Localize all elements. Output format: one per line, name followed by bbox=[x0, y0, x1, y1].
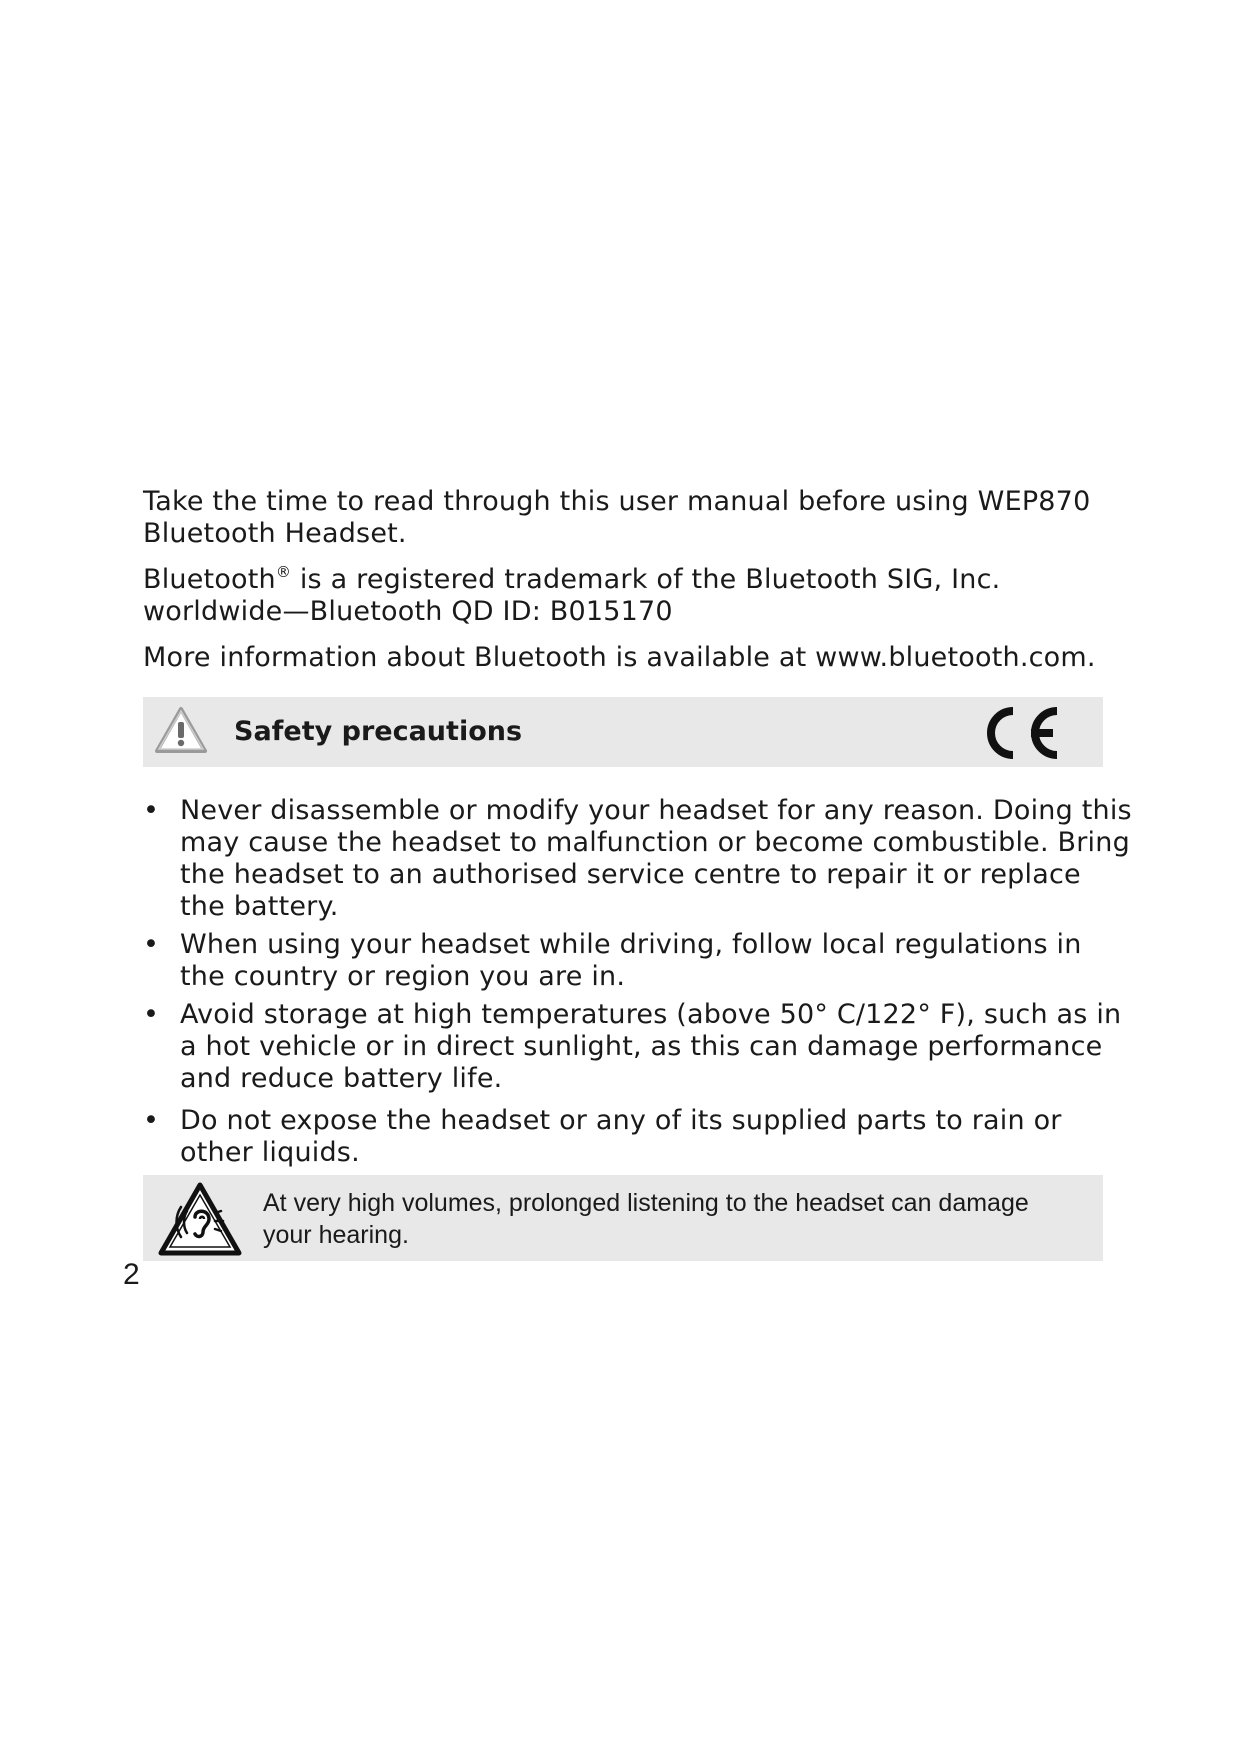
list-item bbox=[143, 929, 1133, 993]
hearing-warning-text: At very high volumes, prolonged listening to the headset can damage your hearing. bbox=[263, 1189, 1029, 1249]
list-item bbox=[143, 795, 1133, 923]
list-item bbox=[143, 999, 1133, 1095]
page-number: 2 bbox=[123, 1258, 140, 1291]
trademark-rest: is a registered trademark of the Bluetooth SIG, Inc. worldwide—Bluetooth QD ID: B015170 bbox=[143, 564, 1001, 627]
registered-mark: ® bbox=[275, 563, 292, 581]
more-info-paragraph: More information about Bluetooth is available at www.bluetooth.com. bbox=[143, 642, 1096, 673]
hearing-damage-icon bbox=[157, 1181, 243, 1257]
trademark-paragraph bbox=[143, 564, 1103, 628]
list-item-text: When using your headset while driving, follow local regulations in the country or region you are in. bbox=[180, 929, 1082, 992]
bullet-marker: • bbox=[143, 1105, 160, 1136]
hearing-warning-box bbox=[143, 1175, 1103, 1261]
bullet-marker: • bbox=[143, 795, 160, 826]
list-item-text: Avoid storage at high temperatures (above 50° C/122° F), such as in a hot vehicle or in direct sunlight, as this can damage performance and reduce battery life. bbox=[180, 999, 1122, 1094]
bullet-marker: • bbox=[143, 929, 160, 960]
ce-mark-icon bbox=[973, 701, 1063, 765]
list-item bbox=[143, 1105, 1133, 1169]
safety-bullet-list bbox=[143, 795, 1133, 1169]
safety-header-bar bbox=[143, 697, 1103, 767]
list-item-text: Never disassemble or modify your headset for any reason. Doing this may cause the headset to malfunction or become combustible. Bring the headset to an authorised service centre to repair it or replace the battery. bbox=[180, 795, 1132, 922]
safety-precautions-title: Safety precautions bbox=[234, 716, 523, 747]
bullet-marker: • bbox=[143, 999, 160, 1030]
list-item-text: Do not expose the headset or any of its supplied parts to rain or other liquids. bbox=[180, 1105, 1062, 1168]
page-content bbox=[143, 486, 1132, 1261]
intro-paragraph: Take the time to read through this user manual before using WEP870 Bluetooth Headset. bbox=[143, 486, 1091, 549]
trademark-bluetooth-word: Bluetooth bbox=[143, 564, 276, 595]
warning-triangle-icon bbox=[153, 705, 209, 757]
